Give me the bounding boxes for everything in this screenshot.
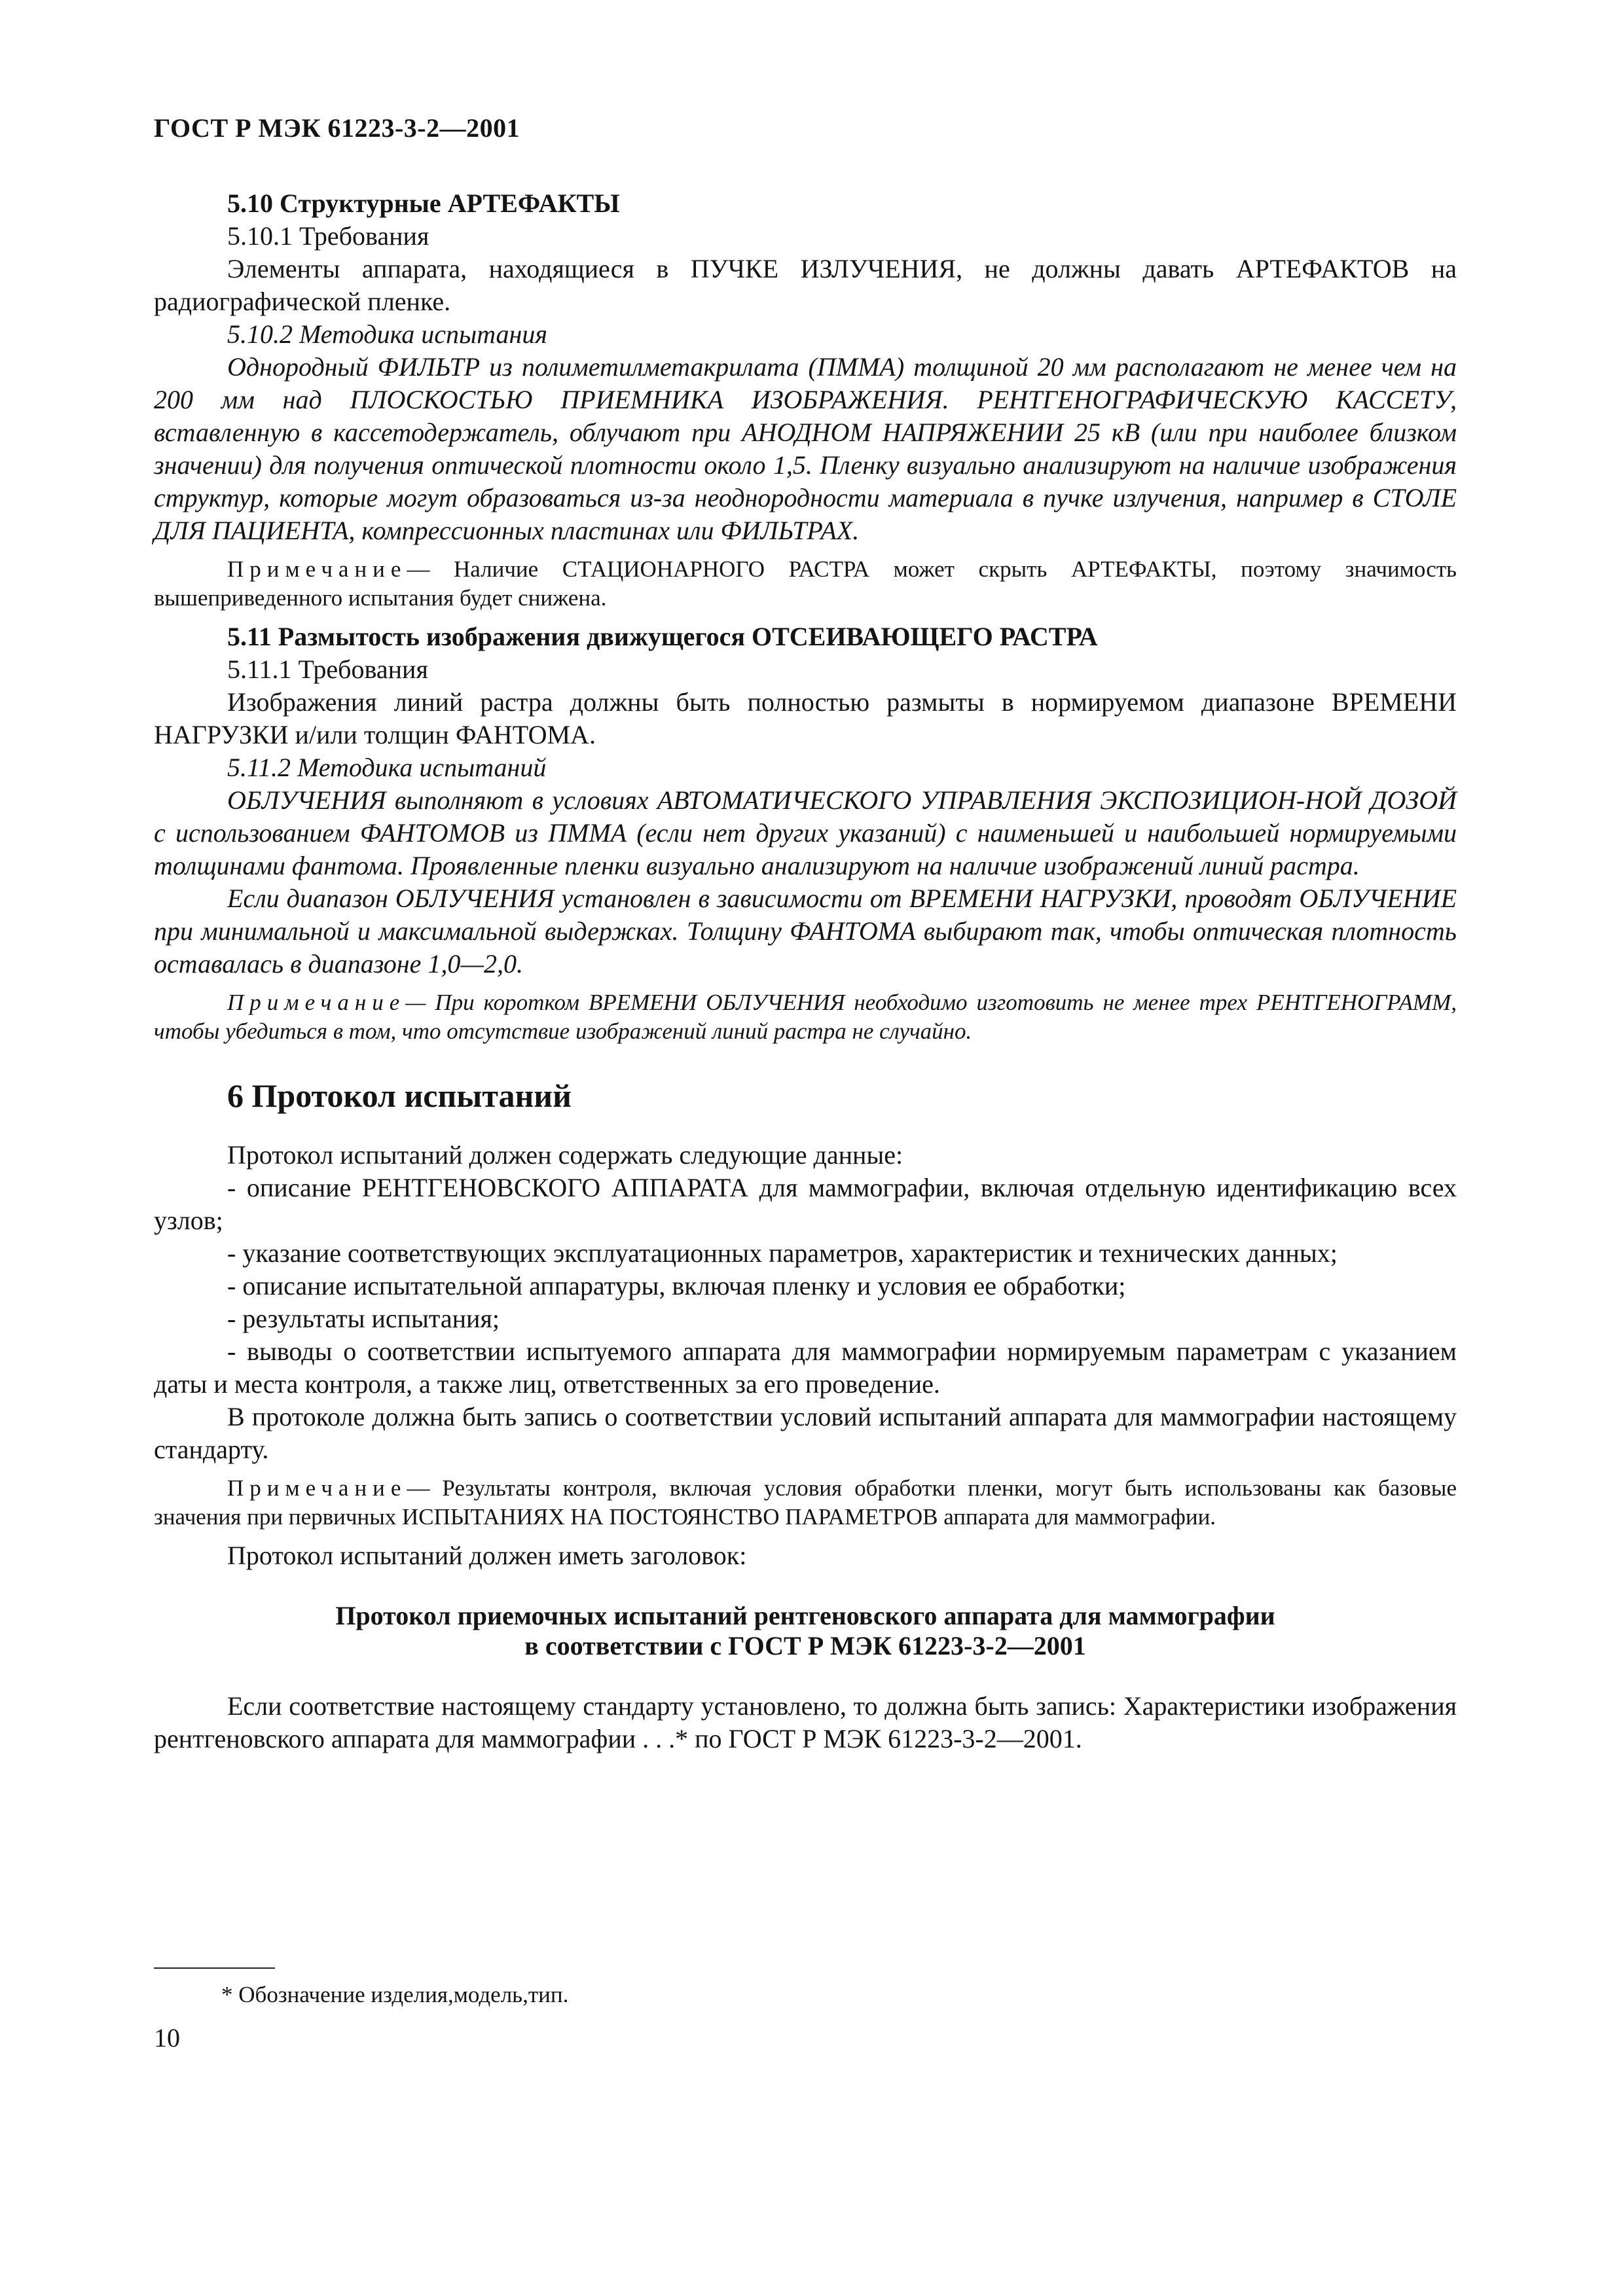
note-label: Примечание <box>227 990 406 1015</box>
section-6-record: В протоколе должна быть запись о соответствии условий испытаний аппарата для маммографии настоящему стандарту. <box>154 1402 1457 1464</box>
note-6 <box>154 1474 1457 1532</box>
section-5-11-2-title: 5.11.2 Методика испытаний <box>227 753 547 782</box>
section-5-11-1-text: Изображения линий растра должны быть полностью размыты в нормируемом диапазоне ВРЕМЕНИ НАГРУЗКИ и/или толщин ФАНТОМА. <box>154 687 1457 749</box>
section-6-item: - описание испытательной аппаратуры, включая пленку и условия ее обработки; <box>227 1271 1126 1300</box>
note-label: Примечание <box>227 1475 407 1501</box>
section-5-11-1-title: 5.11.1 Требования <box>227 655 428 684</box>
section-6-item: - описание РЕНТГЕНОВСКОГО АППАРАТА для маммографии, включая отдельную идентификацию всех узлов; <box>154 1173 1457 1235</box>
note-text: — Наличие СТАЦИОНАРНОГО РАСТРА может скрыть АРТЕФАКТЫ, поэтому значимость вышеприведенного испытания будет снижена. <box>154 556 1457 611</box>
note-text: — При коротком ВРЕМЕНИ ОБЛУЧЕНИЯ необходимо изготовить не менее трех РЕНТГЕНОГРАММ, чтобы убедиться в том, что отсутствие изображений линий растра не случайно. <box>154 990 1457 1044</box>
section-6-item: - указание соответствующих эксплуатационных параметров, характеристик и технических данных; <box>227 1238 1338 1268</box>
note-label: Примечание <box>227 556 407 582</box>
section-6-title: 6 Протокол испытаний <box>227 1077 572 1114</box>
section-5-10-1-text: Элементы аппарата, находящиеся в ПУЧКЕ ИЗЛУЧЕНИЯ, не должны давать АРТЕФАКТОВ на радиографической пленке. <box>154 254 1457 316</box>
protocol-title-line-2: в соответствии с ГОСТ Р МЭК 61223-3-2—2001 <box>524 1631 1086 1660</box>
page-header: ГОСТ Р МЭК 61223-3-2—2001 <box>154 113 520 143</box>
page-content <box>154 186 1457 1755</box>
page-number: 10 <box>154 2023 180 2053</box>
section-5-10-1-title: 5.10.1 Требования <box>227 221 429 251</box>
section-5-10-2-title: 5.10.2 Методика испытания <box>227 319 547 349</box>
section-5-11-2-text-2: Если диапазон ОБЛУЧЕНИЯ установлен в зависимости от ВРЕМЕНИ НАГРУЗКИ, проводят ОБЛУЧЕНИЕ при минимальной и максимальной выдержках. Толщину ФАНТОМА выбирают так, чтобы оптическая плотность оставалась в диапазоне 1,0—2,0. <box>154 884 1457 978</box>
protocol-title-line-1: Протокол приемочных испытаний рентгеновского аппарата для маммографии <box>335 1601 1275 1630</box>
footnote-divider <box>154 1967 275 1969</box>
note-text: — Результаты контроля, включая условия обработки пленки, могут быть использованы как базовые значения при первичных ИСПЫТАНИЯХ НА ПОСТОЯНСТВО ПАРАМЕТРОВ аппарата для маммографии. <box>154 1475 1457 1530</box>
section-6-item: - выводы о соответствии испытуемого аппарата для маммографии нормируемым параметрам с указанием даты и места контроля, а также лиц, ответственных за его проведение. <box>154 1336 1457 1399</box>
section-6-intro: Протокол испытаний должен содержать следующие данные: <box>227 1140 903 1170</box>
footnote: * Обозначение изделия,модель,тип. <box>221 1982 569 2007</box>
section-6-conformity: Если соответствие настоящему стандарту установлено, то должна быть запись: Характеристики изображения рентгеновского аппарата для маммографии . . .* по ГОСТ Р МЭК 61223-3-2—2001. <box>154 1691 1457 1753</box>
section-5-11-2-text-1: ОБЛУЧЕНИЯ выполняют в условиях АВТОМАТИЧЕСКОГО УПРАВЛЕНИЯ ЭКСПОЗИЦИОН-НОЙ ДОЗОЙ с использованием ФАНТОМОВ из ПММА (если нет других указаний) с наименьшей и наибольшей нормируемыми толщинами фантома. Проявленные пленки визуально анализируют на наличие изображений линий растра. <box>154 785 1457 880</box>
section-5-10-2-text: Однородный ФИЛЬТР из полиметилметакрилата (ПММА) толщиной 20 мм располагают не менее чем на 200 мм над ПЛОСКОСТЬЮ ПРИЕМНИКА ИЗОБРАЖЕНИЯ. РЕНТГЕНОГРАФИЧЕСКУЮ КАССЕТУ, вставленную в кассетодержатель, облучают при АНОДНОМ НАПРЯЖЕНИИ 25 кВ (или при наиболее близком значении) для получения оптической плотности около 1,5. Пленку визуально анализируют на наличие изображения структур, которые могут образоваться из-за неоднородности материала в пучке излучения, например в СТОЛЕ ДЛЯ ПАЦИЕНТА, компрессионных пластинах или ФИЛЬТРАХ. <box>154 352 1457 545</box>
section-5-11-title: 5.11 Размытость изображения движущегося ОТСЕИВАЮЩЕГО РАСТРА <box>227 622 1098 651</box>
section-6-heading-intro: Протокол испытаний должен иметь заголовок: <box>227 1541 747 1570</box>
protocol-title <box>154 1601 1457 1661</box>
note-5-11 <box>154 988 1457 1046</box>
section-5-10-title: 5.10 Структурные АРТЕФАКТЫ <box>227 188 620 218</box>
section-6-item: - результаты испытания; <box>227 1304 500 1333</box>
note-5-10 <box>154 555 1457 613</box>
